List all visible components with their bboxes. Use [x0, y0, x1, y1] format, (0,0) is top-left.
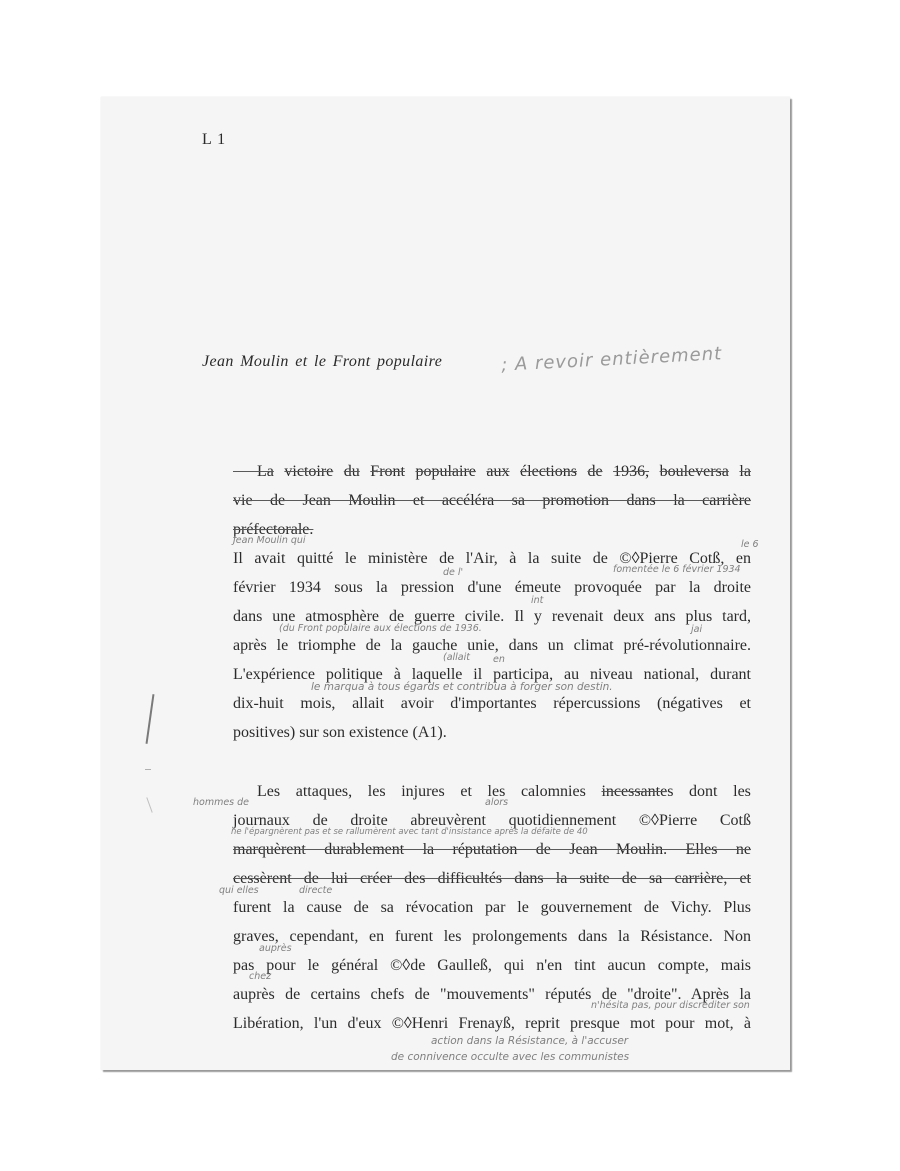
para2-line3: dans une atmosphère de guerre civile. Il y revenait deux ans plus tard, — [233, 608, 751, 625]
para3-line7: pas pour le général ©◊de Gaulleß, qui n'en tint aucun compte, mais — [233, 957, 751, 974]
annotation-jean-moulin-qui: Jean Moulin qui — [233, 535, 306, 546]
margin-mark-tick — [145, 769, 151, 770]
annotation-du-front: (du Front populaire aux élections de 1936. — [279, 623, 482, 634]
annotation-hommes-de: hommes de — [193, 797, 250, 808]
para3-line6: graves, cependant, en furent les prolongements dans la Résistance. Non — [233, 928, 751, 945]
annotation-jai: jai — [691, 624, 703, 635]
para2-line1: Il avait quitté le ministère de l'Air, à la suite de ©◊Pierre Cotß, en — [233, 550, 751, 567]
annotation-directe: directe — [299, 885, 333, 896]
para2-line7: positives) sur son existence (A1). — [233, 724, 447, 741]
para3-line9: Libération, l'un d'eux ©◊Henri Frenayß, reprit presque mot pour mot, à — [233, 1015, 751, 1032]
para3-line1: Les attaques, les injures et les calomnies incessantes dont les — [233, 783, 751, 800]
title-annotation: ; A revoir entièrement — [500, 343, 723, 376]
para2-line6: dix-huit mois, allait avoir d'importantes répercussions (négatives et — [233, 695, 751, 712]
annotation-en: en — [493, 654, 505, 665]
para3-line8: auprès de certains chefs de "mouvements" réputés de "droite". Après la — [233, 986, 751, 1003]
para1-line2: vie de Jean Moulin et accéléra sa promotion dans la carrière — [233, 492, 751, 509]
margin-mark-slash — [146, 797, 152, 812]
annotation-alors: alors — [485, 797, 509, 808]
annotation-aupres: auprès — [259, 943, 292, 954]
annotation-le-marqua: le marqua à tous égards et contribua à forger son destin. — [311, 681, 613, 693]
annotation-fomentee: fomentée le 6 février 1934 — [613, 564, 741, 575]
annotation-nhesita: n'hésita pas, pour discréditer son — [591, 1000, 750, 1011]
para2-line2: février 1934 sous la pression d'une émeute provoquée par la droite — [233, 579, 751, 596]
para3-line4: cessèrent de lui créer des difficultés dans la suite de sa carrière, et — [233, 870, 751, 887]
para1-line1: La victoire du Front populaire aux élections de 1936, bouleversa la — [233, 463, 751, 480]
annotation-le-6: le 6 — [741, 539, 759, 550]
annotation-allait: (allait — [443, 652, 470, 663]
para3-line2: journaux de droite abreuvèrent quotidiennement ©◊Pierre Cotß — [233, 812, 751, 829]
para2-line5: L'expérience politique à laquelle il participa, au niveau national, durant — [233, 666, 751, 683]
page-label: L 1 — [202, 131, 227, 148]
document-title: Jean Moulin et le Front populaire — [202, 353, 443, 370]
annotation-chez: chez — [249, 971, 272, 982]
annotation-connivence: de connivence occulte avec les communistes — [391, 1051, 630, 1063]
annotation-de-l: de l' — [443, 567, 464, 578]
margin-mark-bar — [146, 694, 155, 744]
para3-line5: furent la cause de sa révocation par le gouvernement de Vichy. Plus — [233, 899, 751, 916]
para1-line3: préfectorale. — [233, 521, 314, 538]
document-page — [101, 97, 790, 1070]
annotation-action: action dans la Résistance, à l'accuser — [431, 1035, 629, 1047]
annotation-ne-lepargnerent: ne l'épargnèrent pas et se rallumèrent avec tant d'insistance après la défaite de 40 — [231, 827, 588, 837]
annotation-qui-elles: qui elles — [219, 885, 259, 896]
para3-line3: marquèrent durablement la réputation de Jean Moulin. Elles ne — [233, 841, 751, 858]
para2-line4: après le triomphe de la gauche unie, dans un climat pré-révolutionnaire. — [233, 637, 751, 654]
annotation-int: int — [531, 595, 544, 606]
